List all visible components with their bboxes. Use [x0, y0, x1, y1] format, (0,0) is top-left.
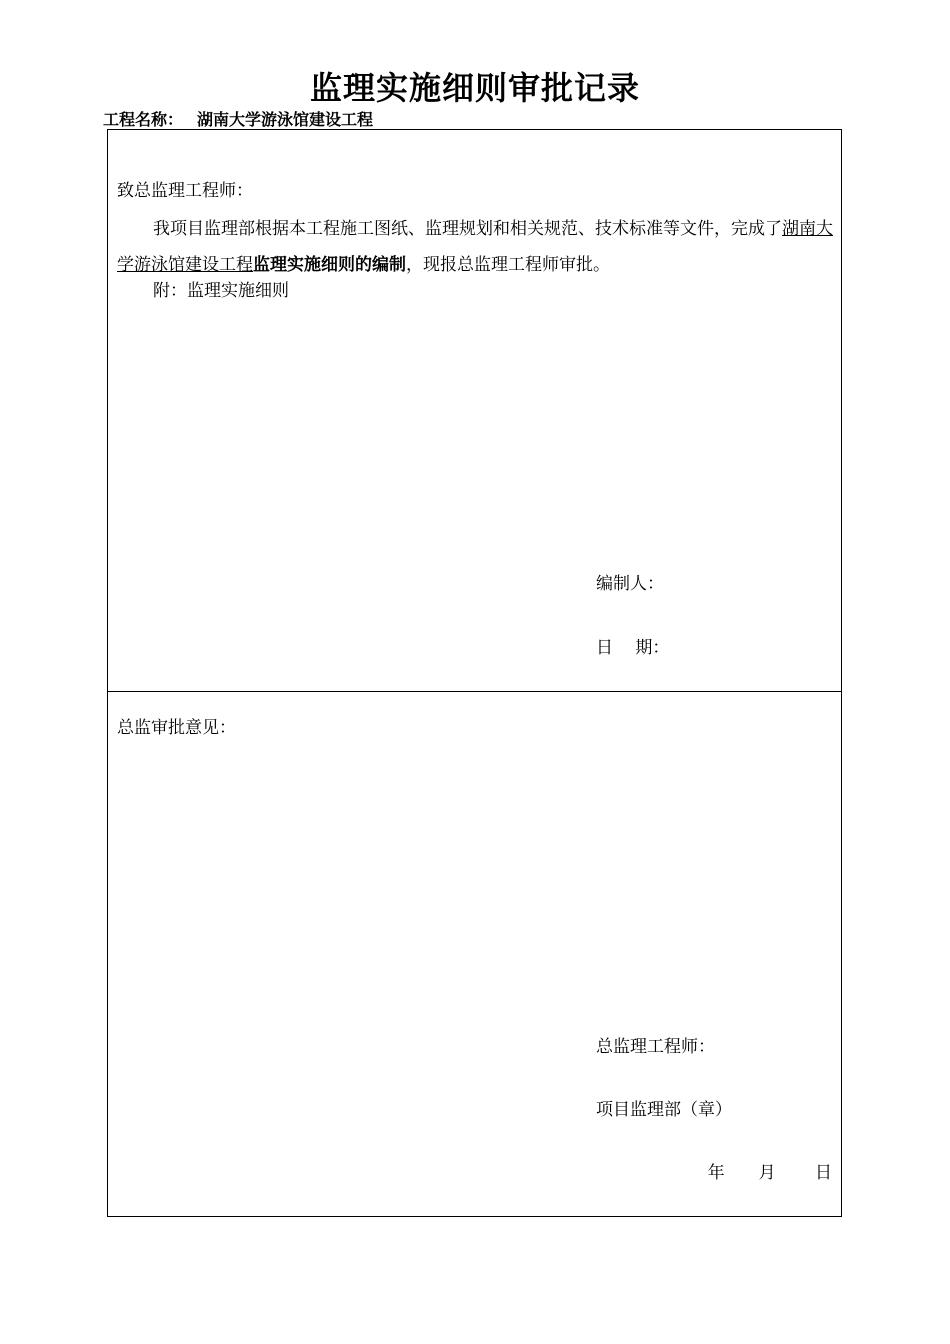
paragraph-text-pre: 我项目监理部根据本工程施工图纸、监理规划和相关规范、技术标准等文件，完成了: [153, 219, 782, 239]
document-title: 监理实施细则审批记录: [309, 69, 640, 107]
paragraph-text-post: ，现报总监理工程师审批。: [406, 255, 610, 275]
editor-label: 编制人：: [596, 574, 664, 594]
approval-section: [108, 692, 841, 1218]
salutation: 致总监理工程师：: [117, 181, 253, 201]
submission-section: [108, 130, 841, 692]
approval-form-table: [107, 129, 842, 1217]
department-seal-label: 项目监理部（章）: [596, 1100, 732, 1120]
paragraph-bold-text: 监理实施细则的编制: [253, 255, 406, 275]
project-name: 湖南大学游泳馆建设工程: [197, 110, 374, 129]
project-label: 工程名称：: [103, 110, 184, 129]
paragraph-project-name: 湖南大学游泳馆建设工程: [117, 219, 833, 275]
date-label: 日 期：: [596, 638, 670, 658]
approval-date-line: 年 月 日: [707, 1163, 832, 1183]
opinion-label: 总监审批意见：: [117, 718, 236, 738]
submission-paragraph: [117, 211, 833, 283]
attachment-line: 附：监理实施细则: [153, 281, 289, 301]
chief-engineer-label: 总监理工程师：: [596, 1037, 715, 1057]
